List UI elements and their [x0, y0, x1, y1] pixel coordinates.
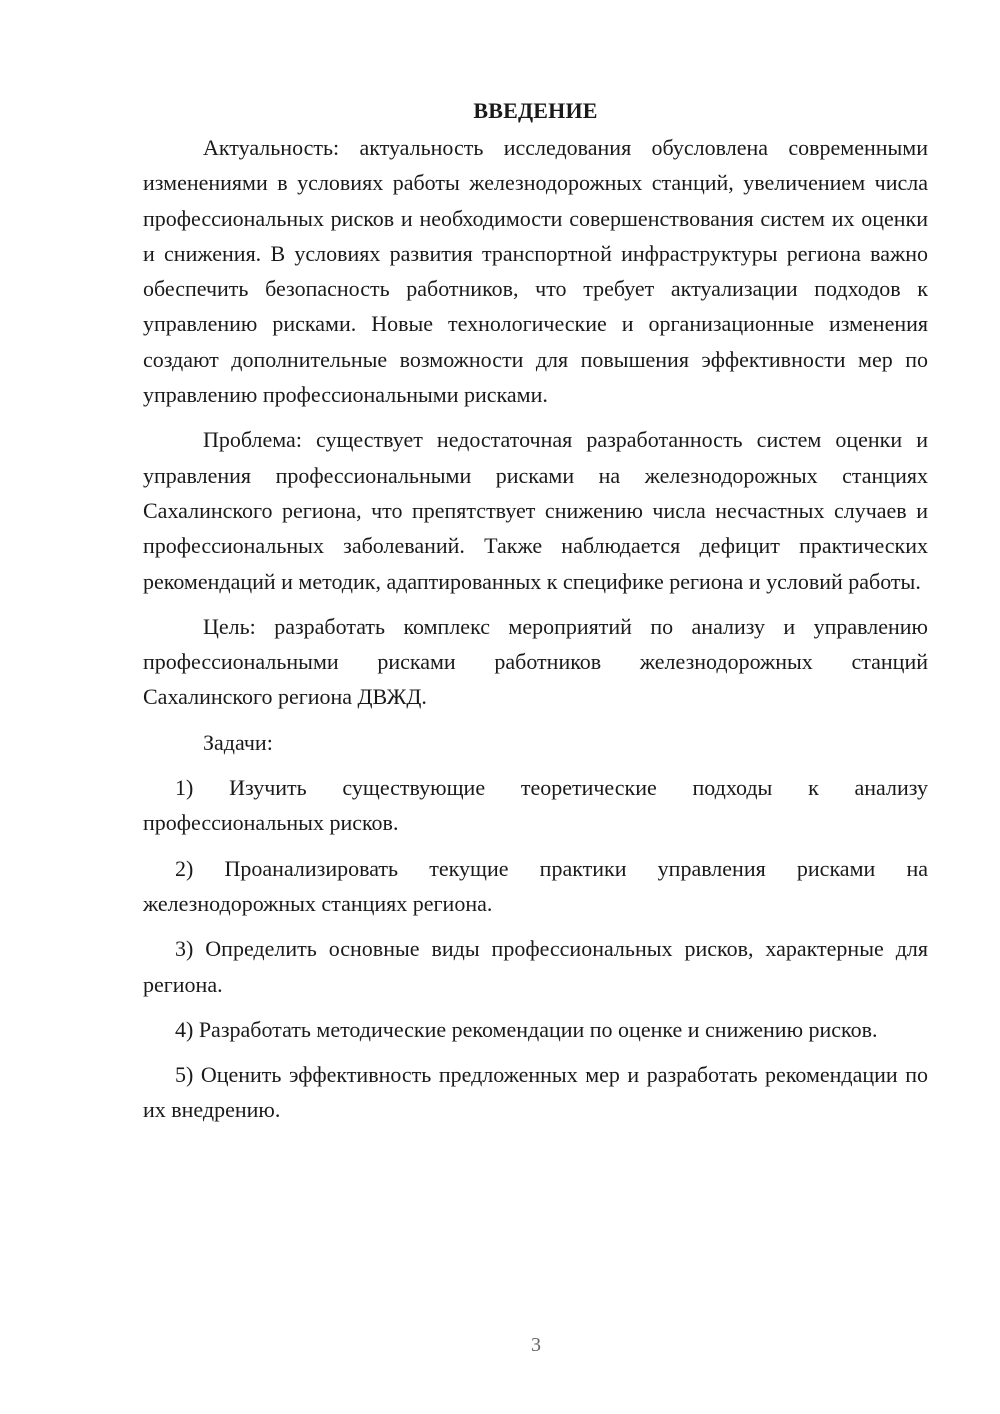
page-number: 3 [531, 1334, 541, 1356]
task-item: 2) Проанализировать текущие практики управления рисками на железнодорожных станциях региона. [143, 855, 928, 916]
section-title: ВВЕДЕНИЕ [473, 98, 598, 123]
paragraph-problem: Проблема: существует недостаточная разработанность систем оценки и управления профессиональными рисками на железнодорожных станциях Сахалинского региона, что препятствует снижению числа несчастных случаев и профессиональных заболеваний. Также наблюдается дефицит практических рекомендаций и методик, адаптированных к специфике региона и условий работы. [143, 427, 928, 594]
task-item: 1) Изучить существующие теоретические подходы к анализу профессиональных рисков. [143, 775, 928, 836]
tasks-heading: Задачи: [203, 729, 273, 755]
paragraph-relevance: Актуальность: актуальность исследования обусловлена современными изменениями в условиях работы железнодорожных станций, увеличением числа профессиональных рисков и необходимости совершенствования систем их оценки и снижения. В условиях развития транспортной инфраструктуры региона важно обеспечить безопасность работников, что требует актуализации подходов к управлению рисками. Новые технологические и организационные изменения создают дополнительные возможности для повышения эффективности мер по управлению профессиональными рисками. [143, 135, 928, 408]
document-page [143, 96, 928, 1138]
task-item: 4) Разработать методические рекомендации по оценке и снижению рисков. [175, 1016, 878, 1042]
task-item: 5) Оценить эффективность предложенных мер и разработать рекомендации по их внедрению. [143, 1062, 928, 1123]
paragraph-goal: Цель: разработать комплекс мероприятий по анализу и управлению профессиональными рисками работников железнодорожных станций Сахалинского региона ДВЖД. [143, 613, 928, 710]
task-item: 3) Определить основные виды профессиональных рисков, характерные для региона. [143, 936, 928, 997]
